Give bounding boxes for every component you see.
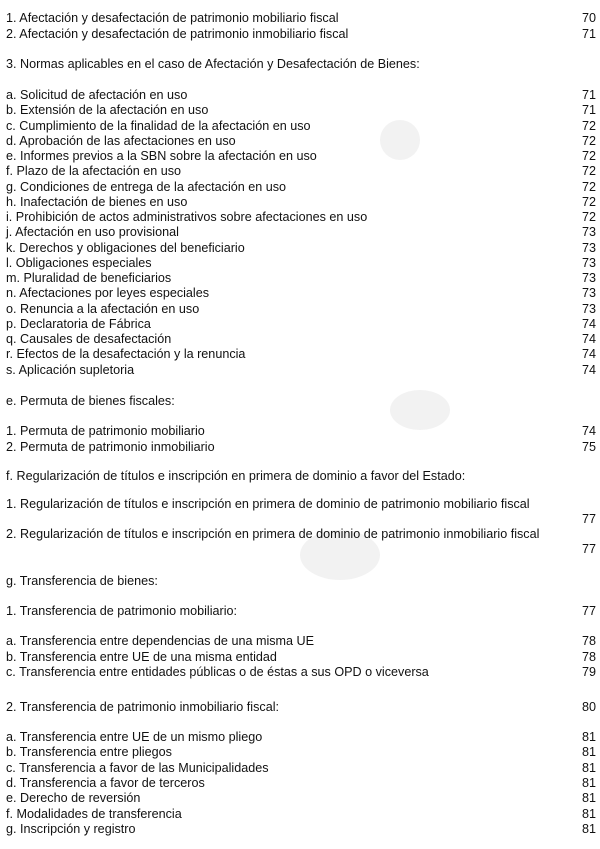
toc-entry-text: r. Efectos de la desafectación y la renuncia <box>6 347 246 362</box>
toc-entry-page-number: 74 <box>581 316 596 331</box>
toc-entry <box>6 497 596 526</box>
toc-entry <box>6 346 596 362</box>
toc-entry-page-number: 71 <box>581 88 596 102</box>
toc-entry-page-number: 81 <box>581 745 596 760</box>
toc-entry <box>6 285 596 301</box>
section-heading-text: g. Transferencia de bienes: <box>6 574 158 588</box>
toc-entry <box>6 148 596 164</box>
toc-entry-text: 2. Regularización de títulos e inscripción en primera de dominio de patrimonio inmobiliario fiscal <box>6 527 540 541</box>
toc-entry-text: d. Aprobación de las afectaciones en uso <box>6 133 236 148</box>
toc-entry <box>6 240 596 256</box>
toc-entry-text: e. Derecho de reversión <box>6 791 141 806</box>
toc-entry <box>6 270 596 286</box>
toc-entry-text: o. Renuncia a la afectación en uso <box>6 301 200 316</box>
toc-entry <box>6 10 596 26</box>
toc-entry-text: 2. Permuta de patrimonio inmobiliario <box>6 439 215 454</box>
toc-entry-page-number: 72 <box>581 179 596 194</box>
toc-entry <box>6 179 596 195</box>
toc-entry-page-number: 72 <box>581 149 596 163</box>
toc-entry-text: b. Transferencia entre UE de una misma entidad <box>6 649 277 664</box>
subsection-heading-page-number: 77 <box>581 604 596 618</box>
toc-entry-text: e. Informes previos a la SBN sobre la afectación en uso <box>6 149 317 163</box>
toc-entry <box>6 760 596 776</box>
toc-entry <box>6 439 596 455</box>
toc-entry-page-number: 73 <box>581 255 596 270</box>
toc-entry-page-number: 74 <box>581 424 596 438</box>
toc-entry-text: 1. Regularización de títulos e inscripción en primera de dominio de patrimonio mobiliario fiscal <box>6 497 530 511</box>
toc-entry-text: n. Afectaciones por leyes especiales <box>6 286 210 301</box>
toc-entry-text: b. Extensión de la afectación en uso <box>6 103 209 118</box>
toc-entry-text: c. Transferencia a favor de las Municipalidades <box>6 760 269 775</box>
toc-entry-page-number: 73 <box>581 286 596 301</box>
toc-entry-page-number: 71 <box>581 26 596 41</box>
toc-entry-text: s. Aplicación supletoria <box>6 362 135 377</box>
toc-entry-page-number: 73 <box>581 301 596 316</box>
toc-entry-page-number: 77 <box>581 542 596 556</box>
toc-entry <box>6 775 596 791</box>
toc-entry-page-number: 72 <box>581 118 596 133</box>
toc-entry-page-number: 79 <box>581 665 596 679</box>
toc-entry <box>6 102 596 118</box>
toc-entry-text: m. Pluralidad de beneficiarios <box>6 271 172 285</box>
toc-entry <box>6 224 596 240</box>
toc-entry <box>6 255 596 271</box>
toc-entry <box>6 118 596 134</box>
toc-entry-text: p. Declaratoria de Fábrica <box>6 316 151 331</box>
section-heading-text: e. Permuta de bienes fiscales: <box>6 394 175 408</box>
toc-entry <box>6 821 596 837</box>
toc-entry-text: f. Plazo de la afectación en uso <box>6 164 182 179</box>
toc-entry-page-number: 74 <box>581 362 596 377</box>
toc-entry-text: g. Condiciones de entrega de la afectación en uso <box>6 179 287 194</box>
toc-entry-text: 2. Afectación y desafectación de patrimonio inmobiliario fiscal <box>6 26 349 41</box>
toc-entry-page-number: 75 <box>581 439 596 454</box>
toc-entry-text: d. Transferencia a favor de terceros <box>6 775 205 790</box>
section-heading <box>6 573 596 589</box>
toc-entry-page-number: 72 <box>581 194 596 209</box>
toc-entry-text: a. Transferencia entre dependencias de una misma UE <box>6 634 315 648</box>
toc-entry-text: c. Cumplimiento de la finalidad de la afectación en uso <box>6 118 311 133</box>
toc-entry-page-number: 81 <box>581 760 596 775</box>
subsection-heading-page-number: 80 <box>581 700 596 714</box>
toc-entry-page-number: 71 <box>581 103 596 118</box>
toc-entry <box>6 87 596 103</box>
toc-entry-page-number: 74 <box>581 347 596 362</box>
toc-entry-text: a. Solicitud de afectación en uso <box>6 88 188 102</box>
toc-entry <box>6 194 596 210</box>
toc-entry <box>6 26 596 42</box>
toc-entry-page-number: 72 <box>581 164 596 179</box>
toc-entry <box>6 806 596 822</box>
toc-entry <box>6 301 596 317</box>
toc-entry <box>6 331 596 347</box>
toc-entry-page-number: 74 <box>581 332 596 346</box>
toc-entry-text: g. Inscripción y registro <box>6 821 136 836</box>
toc-entry <box>6 423 596 439</box>
subsection-heading-text: 1. Transferencia de patrimonio mobiliario: <box>6 604 237 618</box>
toc-entry <box>6 729 596 745</box>
toc-entry-page-number: 70 <box>581 11 596 25</box>
toc-entry-text: b. Transferencia entre pliegos <box>6 745 172 760</box>
toc-entry-page-number: 72 <box>581 133 596 148</box>
subsection-heading <box>6 603 596 619</box>
toc-entry-page-number: 78 <box>581 649 596 664</box>
toc-entry-page-number: 73 <box>581 271 596 285</box>
toc-entry-page-number: 78 <box>581 634 596 648</box>
toc-entry-page-number: 81 <box>581 775 596 790</box>
toc-entry-text: a. Transferencia entre UE de un mismo pliego <box>6 730 263 744</box>
toc-entry-page-number: 72 <box>581 210 596 224</box>
toc-entry-text: k. Derechos y obligaciones del beneficiario <box>6 240 245 255</box>
toc-entry-text: 1. Permuta de patrimonio mobiliario <box>6 424 205 438</box>
toc-entry <box>6 790 596 806</box>
toc-entry-page-number: 73 <box>581 240 596 255</box>
toc-entry-page-number: 81 <box>581 806 596 821</box>
toc-entry <box>6 316 596 332</box>
toc-entry <box>6 633 596 649</box>
toc-entry-page-number: 81 <box>581 791 596 806</box>
toc-entry-text: 1. Afectación y desafectación de patrimonio mobiliario fiscal <box>6 11 339 25</box>
toc-entry-text: c. Transferencia entre entidades públicas o de éstas a sus OPD o viceversa <box>6 665 429 679</box>
toc-entry-page-number: 73 <box>581 225 596 240</box>
section-heading-text: f. Regularización de títulos e inscripción en primera de dominio a favor del Estado: <box>6 469 466 483</box>
toc-entry <box>6 163 596 179</box>
toc-entry-page-number: 81 <box>581 730 596 744</box>
toc-entry-text: q. Causales de desafectación <box>6 332 172 346</box>
toc-entry-text: l. Obligaciones especiales <box>6 255 152 270</box>
section-heading <box>6 393 596 409</box>
toc-entry-text: h. Inafectación de bienes en uso <box>6 194 188 209</box>
toc-entry <box>6 664 596 680</box>
toc-entry <box>6 362 596 378</box>
toc-entry-text: i. Prohibición de actos administrativos sobre afectaciones en uso <box>6 210 368 224</box>
toc-entry <box>6 527 596 556</box>
toc-entry-page-number: 77 <box>581 512 596 526</box>
toc-entry-text: f. Modalidades de transferencia <box>6 806 182 821</box>
subsection-heading <box>6 699 596 715</box>
section-heading <box>6 468 596 484</box>
toc-entry-page-number: 81 <box>581 821 596 836</box>
section-heading-text: 3. Normas aplicables en el caso de Afectación y Desafectación de Bienes: <box>6 57 420 71</box>
toc-entry <box>6 133 596 149</box>
toc-entry-text: j. Afectación en uso provisional <box>6 225 179 240</box>
toc-entry <box>6 649 596 665</box>
subsection-heading-text: 2. Transferencia de patrimonio inmobiliario fiscal: <box>6 700 279 714</box>
section-heading <box>6 56 596 72</box>
toc-entry <box>6 744 596 760</box>
toc-entry <box>6 209 596 225</box>
